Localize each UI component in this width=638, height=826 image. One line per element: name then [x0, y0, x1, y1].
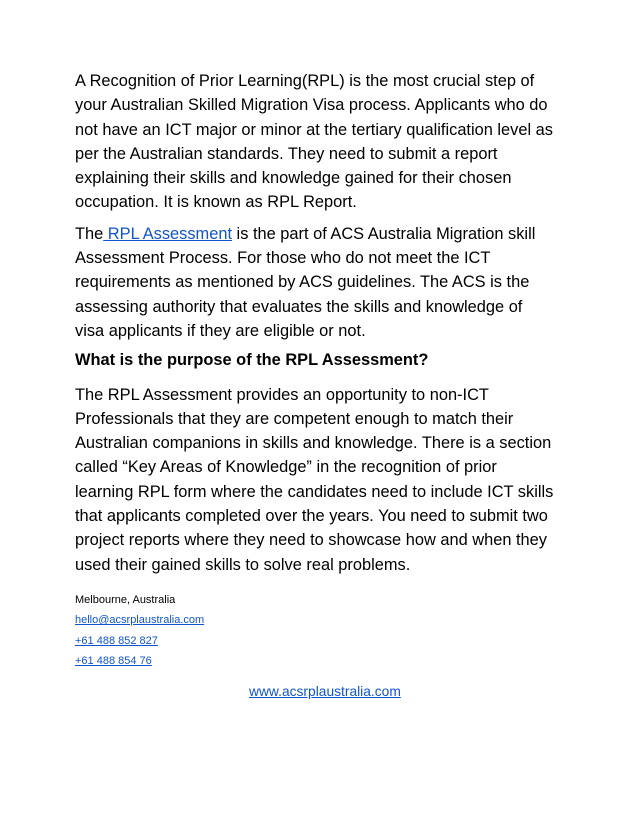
- contact-email-link[interactable]: hello@acsrplaustralia.com: [75, 614, 205, 627]
- purpose-line: Australian companions in skills and knowledge. There is a section: [75, 434, 552, 453]
- rpl-assessment-line: visa applicants if they are eligible or not.: [75, 321, 366, 340]
- intro-paragraph: [75, 69, 575, 215]
- contact-block: [75, 594, 575, 676]
- paragraph-text: is the part of ACS Australia Migration skill: [232, 224, 536, 243]
- purpose-line: project reports where they need to showcase how and when they: [75, 531, 547, 550]
- document-body: [75, 69, 575, 676]
- rpl-assessment-link[interactable]: RPL Assessment: [103, 224, 232, 243]
- intro-line: occupation. It is known as RPL Report.: [75, 193, 357, 212]
- intro-line: explaining their skills and knowledge gained for their chosen: [75, 169, 512, 188]
- intro-line: per the Australian standards. They need to submit a report: [75, 144, 498, 163]
- purpose-paragraph: [75, 383, 575, 577]
- rpl-assessment-line: assessing authority that evaluates the skills and knowledge of: [75, 297, 523, 316]
- rpl-assessment-line: Assessment Process. For those who do not meet the ICT: [75, 249, 491, 268]
- contact-phone-link[interactable]: +61 488 852 827: [75, 634, 158, 647]
- paragraph-prefix: The: [75, 224, 104, 243]
- contact-phone-link[interactable]: +61 488 854 76: [75, 655, 152, 668]
- website-link[interactable]: www.acsrplaustralia.com: [249, 684, 401, 699]
- rpl-assessment-line: [75, 222, 575, 246]
- purpose-line: used their gained skills to solve real problems.: [75, 555, 411, 574]
- section-heading: What is the purpose of the RPL Assessment?: [75, 351, 429, 370]
- contact-location: Melbourne, Australia: [75, 593, 176, 606]
- purpose-line: learning RPL form where the candidates need to include ICT skills: [75, 482, 554, 501]
- intro-line: not have an ICT major or minor at the tertiary qualification level as: [75, 120, 553, 139]
- purpose-line: called “Key Areas of Knowledge” in the recognition of prior: [75, 458, 497, 477]
- intro-line: your Australian Skilled Migration Visa process. Applicants who do: [75, 96, 548, 115]
- purpose-line: that applicants completed over the years. You need to submit two: [75, 507, 548, 526]
- intro-line: A Recognition of Prior Learning(RPL) is the most crucial step of: [75, 72, 535, 90]
- rpl-assessment-paragraph: [75, 222, 575, 343]
- purpose-line: Professionals that they are competent enough to match their: [75, 409, 514, 428]
- purpose-line: The RPL Assessment provides an opportunity to non-ICT: [75, 385, 489, 404]
- rpl-assessment-line: requirements as mentioned by ACS guidelines. The ACS is the: [75, 273, 530, 292]
